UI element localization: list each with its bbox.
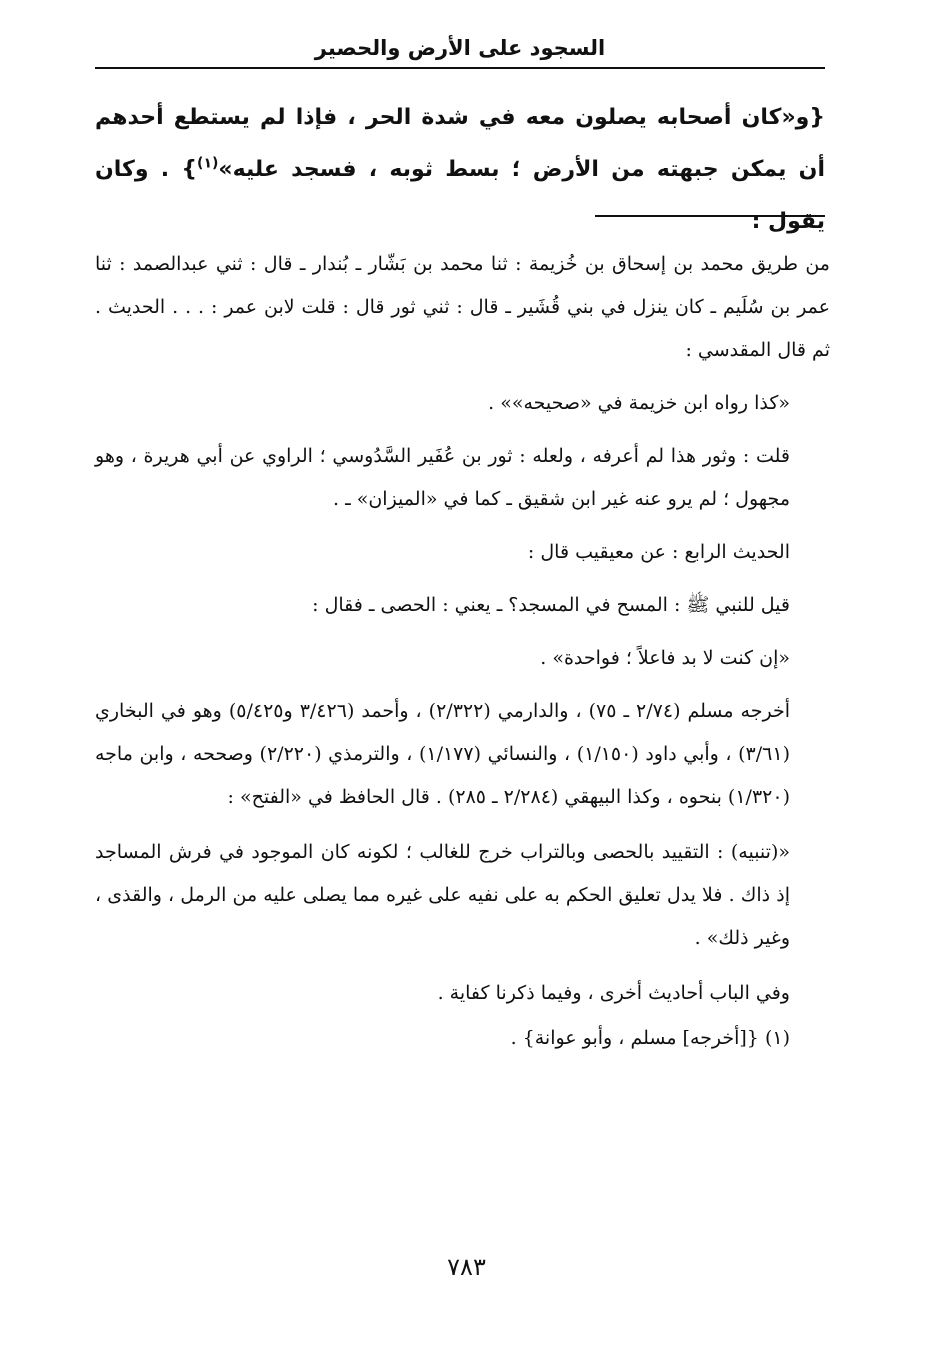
paragraph-fourth-hadith: الحديث الرابع : عن معيقيب قال :	[527, 541, 790, 563]
footnote-marker: (١)	[197, 155, 219, 172]
paragraph-isnad: من طريق محمد بن إسحاق بن خُزيمة : ثنا محمد بن بَشّار ـ بُندار ـ قال : ثني عبدالصمد : ثنا عمر بن سُلَيم ـ كان ينزل في بني قُشَير ـ قال : ثني ثور قال : قلت لابن عمر : . . . الحديث . ثم قال المقدسي :	[95, 253, 830, 361]
paragraph-tanbih: «(تنبيه) : التقييد بالحصى وبالتراب خرج للغالب ؛ لكونه كان الموجود في فرش المساجد إذ ذاك . فلا يدل تعليق الحكم به على نفيه على غيره مما يصلى عليه من الرمل ، والقذى ، وغير ذلك» .	[95, 841, 790, 949]
paragraph-quote-ibn-khuzaymah: «كذا رواه ابن خزيمة في «صحيحه»» .	[488, 392, 790, 414]
footnote-rule	[595, 215, 825, 217]
paragraph-takhrij: أخرجه مسلم (٢/٧٤ ـ ٧٥) ، والدارمي (٢/٣٢٢) ، وأحمد (٣/٤٢٦ و٥/٤٢٥) وهو في البخاري (٣/٦١) ، وأبي داود (١/١٥٠) ، والنسائي (١/١٧٧) ، والترمذي (٢/٢٢٠) وصححه ، وابن ماجه (١/٣٢٠) بنحوه ، وكذا البيهقي (٢/٢٨٤ ـ ٢٨٥) . قال الحافظ في «الفتح» :	[95, 700, 790, 808]
paragraph-question: قيل للنبي ﷺ : المسح في المسجد؟ ـ يعني : الحصى ـ فقال :	[312, 594, 790, 616]
footnote-1: (١) {[أخرجه] مسلم ، وأبو عوانة} .	[510, 1027, 790, 1049]
paragraph-thawr-note: قلت : وثور هذا لم أعرفه ، ولعله : ثور بن عُفَير السَّدُوسي ؛ الراوي عن أبي هريرة ، وهو مجهول ؛ لم يرو عنه غير ابن شقيق ـ كما في «الميزان» ـ .	[95, 445, 790, 510]
page-number: ٧٨٣	[447, 1253, 486, 1281]
main-text-part2: } . وكان يقول :	[95, 157, 825, 234]
main-text-part1: {و«كان أصحابه يصلون معه في شدة الحر ، فإذا لم يستطع أحدهم أن يمكن جبهته من الأرض ؛ بسط ثوبه ، فسجد عليه»	[95, 105, 825, 182]
paragraph-answer: «إن كنت لا بد فاعلاً ؛ فواحدة» .	[540, 647, 790, 669]
running-head: السجود على الأرض والحصير	[314, 36, 606, 60]
footnote-area	[95, 243, 830, 1060]
main-text	[95, 92, 825, 248]
header-rule	[95, 67, 825, 69]
paragraph-other-hadiths: وفي الباب أحاديث أخرى ، وفيما ذكرنا كفاية .	[437, 982, 790, 1004]
